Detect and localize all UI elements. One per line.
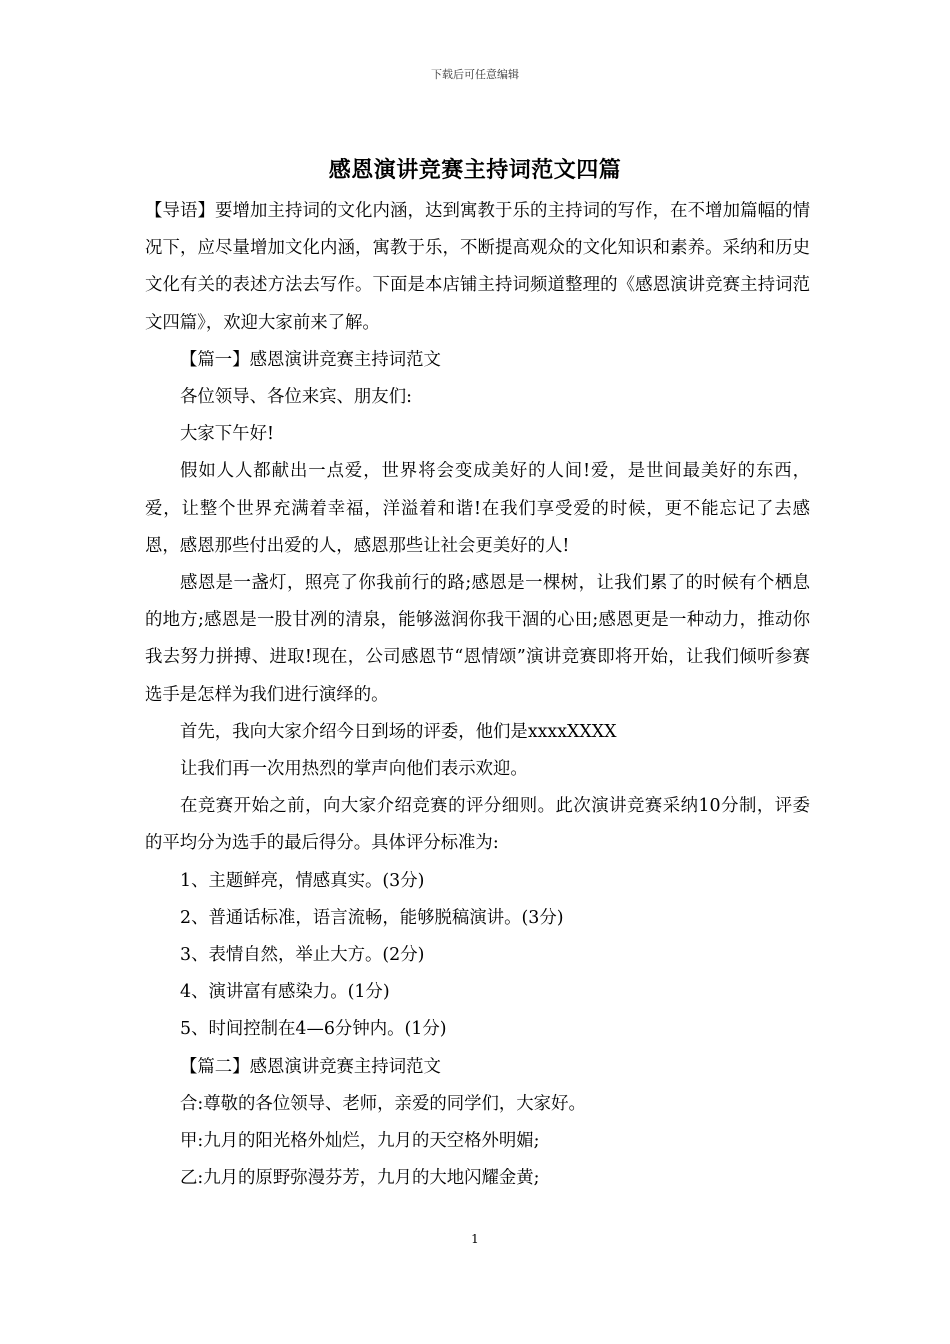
document-title: 感恩演讲竞赛主持词范文四篇 — [328, 157, 622, 183]
dialogue-line: 乙:九月的原野弥漫芬芳，九月的大地闪耀金黄; — [180, 1168, 540, 1189]
body-paragraph: 让我们再一次用热烈的掌声向他们表示欢迎。 — [180, 759, 528, 780]
page-header-note: 下载后可任意编辑 — [431, 68, 519, 81]
page-number: 1 — [471, 1232, 479, 1246]
body-paragraph: 首先，我向大家介绍今日到场的评委，他们是xxxxXXXX — [180, 721, 617, 742]
body-paragraph: 在竞赛开始之前，向大家介绍竞赛的评分细则。此次演讲竞赛采纳10分制，评委的平均分为选手的最后得分。具体评分标准为: — [145, 796, 810, 854]
scoring-criterion: 3、表情自然，举止大方。(2分) — [180, 945, 425, 966]
scoring-criterion: 5、时间控制在4—6分钟内。(1分) — [180, 1019, 447, 1040]
greeting-line: 大家下午好! — [180, 424, 274, 445]
dialogue-line: 合:尊敬的各位领导、老师，亲爱的同学们，大家好。 — [180, 1093, 586, 1114]
scoring-criterion: 4、演讲富有感染力。(1分) — [180, 982, 390, 1003]
intro-paragraph: 【导语】要增加主持词的文化内涵，达到寓教于乐的主持词的写作，在不增加篇幅的情况下，应尽量增加文化内涵，寓教于乐，不断提高观众的文化知识和素养。采纳和历史文化有关的表述方法去写作。下面是本店铺主持词频道整理的《感恩演讲竞赛主持词范文四篇》，欢迎大家前来了解。 — [145, 201, 810, 333]
dialogue-line: 甲:九月的阳光格外灿烂，九月的天空格外明媚; — [180, 1131, 540, 1152]
body-paragraph: 感恩是一盏灯，照亮了你我前行的路;感恩是一棵树，让我们累了的时候有个栖息的地方;感恩是一股甘冽的清泉，能够滋润你我干涸的心田;感恩更是一种动力，推动你我去努力拼搏、进取!现在，公司感恩节“恩情颂”演讲竞赛即将开始，让我们倾听参赛选手是怎样为我们进行演绎的。 — [145, 573, 810, 705]
document-body — [145, 193, 810, 1197]
greeting-line: 各位领导、各位来宾、朋友们: — [180, 387, 412, 408]
section-heading-part-two: 【篇二】感恩演讲竞赛主持词范文 — [180, 1056, 441, 1077]
body-paragraph: 假如人人都献出一点爱，世界将会变成美好的人间!爱，是世间最美好的东西，爱，让整个世界充满着幸福，洋溢着和谐!在我们享受爱的时候，更不能忘记了去感恩，感恩那些付出爱的人，感恩那些让社会更美好的人! — [145, 461, 810, 556]
section-heading-part-one: 【篇一】感恩演讲竞赛主持词范文 — [180, 349, 441, 370]
scoring-criterion: 1、主题鲜亮，情感真实。(3分) — [180, 870, 425, 891]
scoring-criterion: 2、普通话标准，语言流畅，能够脱稿演讲。(3分) — [180, 907, 564, 928]
